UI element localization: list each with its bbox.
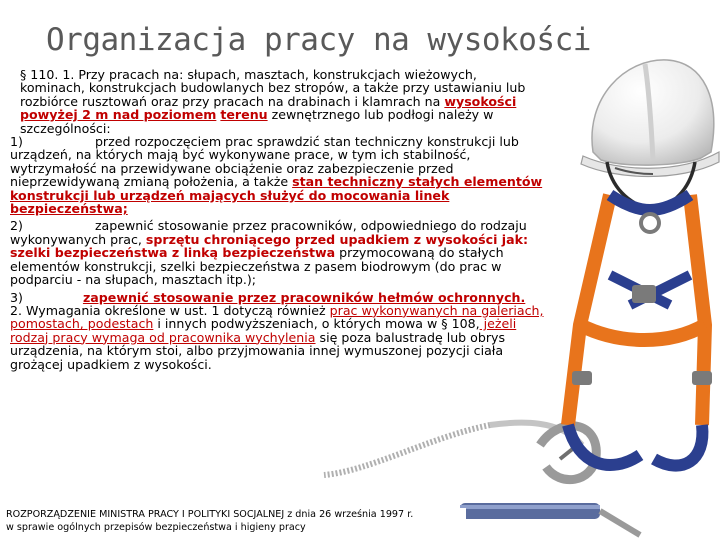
para2-link-lean-out: jeżeli rodzaj pracy wymaga od pracownika wychylenia [10, 316, 517, 345]
footer-line-1: ROZPORZĄDZENIE MINISTRA PRACY I POLITYKI SOCJALNEJ z dnia 26 września 1997 r. [6, 509, 414, 520]
item-1-text: przed rozpoczęciem prac sprawdzić stan techniczny konstrukcji lub urządzeń, na których mają być wykonywane prace, w tym ich stabilność, wytrzymałość na przewidywane obciążenie oraz zabezpieczenie przed nieprzewidywaną zmianą położenia, a także [10, 134, 519, 190]
item-2-text-a: zapewnić stosowanie przez pracowników, odpowiedniego do rodzaju wykonywanych prac, [10, 218, 527, 247]
item-3 [10, 291, 545, 304]
para1-text-a: § 110. 1. Przy pracach na: słupach, masztach, konstrukcjach wieżowych, kominach, konstrukcjach budowlanych bez stropów, a także przy ustawianiu lub rozbiórce rusztowań oraz przy pracach na drabinach i klamrach na [20, 67, 526, 109]
item-1-number: 1) [10, 134, 23, 150]
item-2-highlight: sprzętu chroniącego przed upadkiem z wysokości jak: szelki bezpieczeństwa z linką bezpieczeństwa [10, 231, 529, 261]
item-1-highlight: stan techniczny stałych elementów konstrukcji lub urządzeń mających służyć do mocowania linek bezpieczeństwa; [10, 174, 543, 217]
para2-text-a: 2. Wymagania określone w ust. 1 dotyczą również [10, 302, 330, 318]
slide-title: Organizacja pracy na wysokości [46, 22, 591, 58]
para1-highlight-terrain: terenu [220, 107, 268, 123]
para2-text-c: się poza balustradę lub obrys urządzenia, na którym stoi, albo przyjmowania innej wymuszonej pozycji ciała grożącej upadkiem z wysokości. [10, 329, 506, 372]
paragraph-2 [10, 304, 545, 371]
regulation-text [10, 68, 545, 371]
para1-highlight-height: wysokości powyżej 2 m nad poziomem [20, 93, 517, 123]
para2-link-galleries: prac wykonywanych na galeriach, pomostach, podestach [10, 302, 544, 332]
item-3-highlight: zapewnić stosowanie przez pracowników hełmów ochronnych. [82, 289, 526, 305]
regulation-source-footer [6, 508, 466, 534]
para1-text-b: zewnętrznego lub podłogi należy w szczególności: [20, 107, 494, 136]
item-2 [10, 219, 545, 286]
paragraph-1 [10, 68, 545, 135]
footer-line-2: w sprawie ogólnych przepisów bezpieczeństwa i higieny pracy [6, 522, 306, 533]
item-2-number: 2) [10, 218, 23, 234]
para2-text-b: i innych podwyższeniach, o których mowa w § 108, [153, 316, 480, 332]
item-3-number: 3) [10, 289, 23, 305]
item-1 [10, 135, 545, 215]
item-2-text-b: przymocowaną do stałych elementów konstrukcji, szelki bezpieczeństwa z pasem biodrowym (do prac w podparciu - na słupach, masztach itp.); [10, 245, 504, 288]
